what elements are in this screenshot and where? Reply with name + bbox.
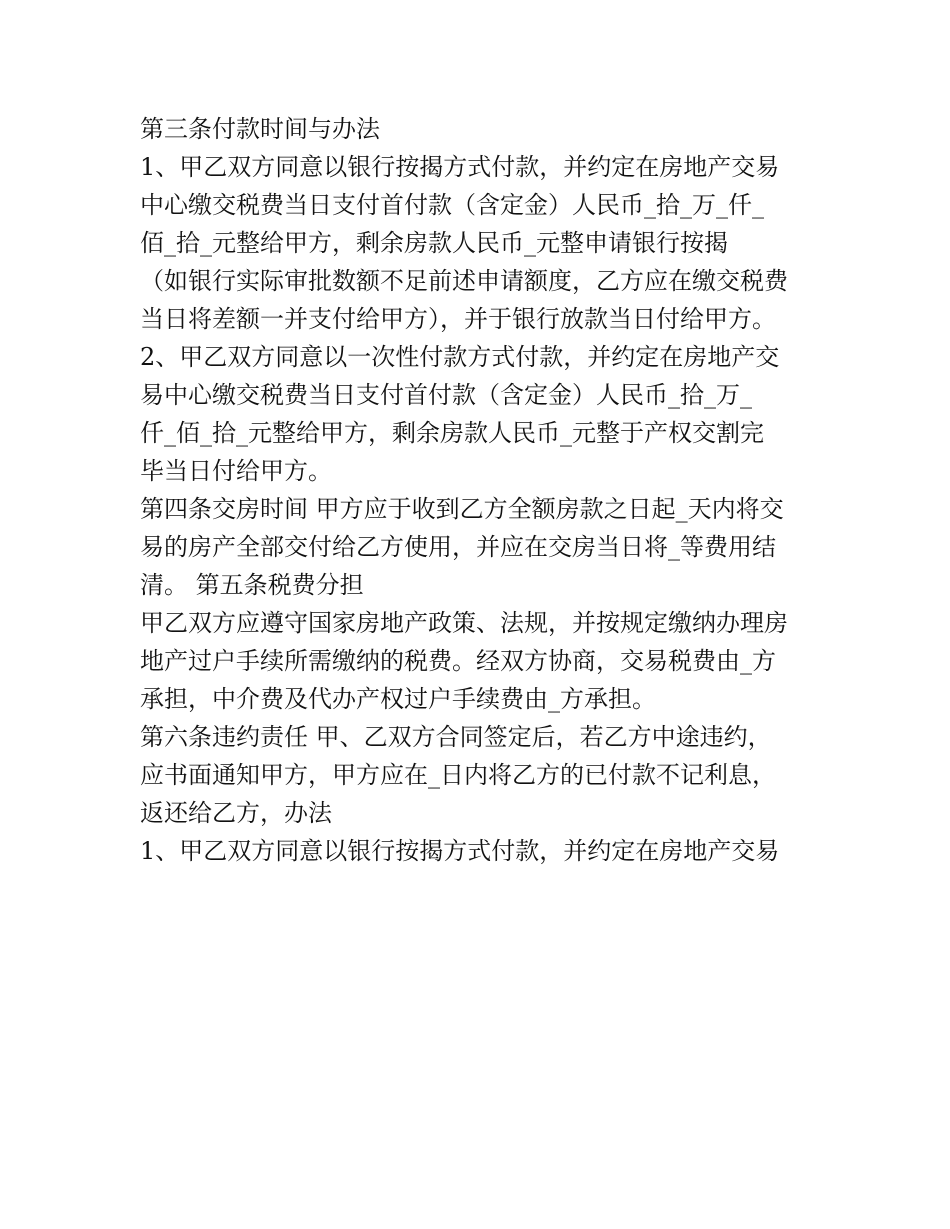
text-line: 仟_佰_拾_元整给甲方，剩余房款人民币_元整于产权交割完	[140, 419, 764, 447]
text-line: 甲乙双方应遵守国家房地产政策、法规，并按规定缴纳办理房	[140, 609, 788, 637]
text-line: 2、甲乙双方同意以一次性付款方式付款，并约定在房地产交	[140, 343, 780, 371]
text-line: 1、甲乙双方同意以银行按揭方式付款，并约定在房地产交易	[140, 153, 780, 181]
text-line: 应书面通知甲方，甲方应在_日内将乙方的已付款不记利息，	[140, 761, 776, 789]
text-line: 当日将差额一并支付给甲方），并于银行放款当日付给甲方。	[140, 305, 776, 333]
text-line: 毕当日付给甲方。	[140, 457, 332, 485]
text-line: 返还给乙方，办法	[140, 799, 332, 827]
text-line: 1、甲乙双方同意以银行按揭方式付款，并约定在房地产交易	[140, 837, 780, 865]
section-heading-payment: 第三条付款时间与办法	[140, 115, 380, 143]
section-heading-handover: 第四条交房时间 甲方应于收到乙方全额房款之日起_天内将交	[140, 495, 784, 523]
document-body	[140, 110, 820, 870]
text-line: 易中心缴交税费当日支付首付款（含定金）人民币_拾_万_	[140, 381, 752, 409]
section-heading-liability: 第六条违约责任 甲、乙双方合同签定后，若乙方中途违约，	[140, 723, 772, 751]
text-line: 中心缴交税费当日支付首付款（含定金）人民币_拾_万_仟_	[140, 191, 764, 219]
text-line: 易的房产全部交付给乙方使用，并应在交房当日将_等费用结	[140, 533, 776, 561]
text-line: 地产过户手续所需缴纳的税费。经双方协商，交易税费由_方	[140, 647, 776, 675]
text-line: 佰_拾_元整给甲方，剩余房款人民币_元整申请银行按揭	[140, 229, 728, 257]
section-heading-taxes: 清。 第五条税费分担	[140, 571, 364, 599]
text-line: （如银行实际审批数额不足前述申请额度，乙方应在缴交税费	[140, 267, 788, 295]
text-line: 承担，中介费及代办产权过户手续费由_方承担。	[140, 685, 656, 713]
